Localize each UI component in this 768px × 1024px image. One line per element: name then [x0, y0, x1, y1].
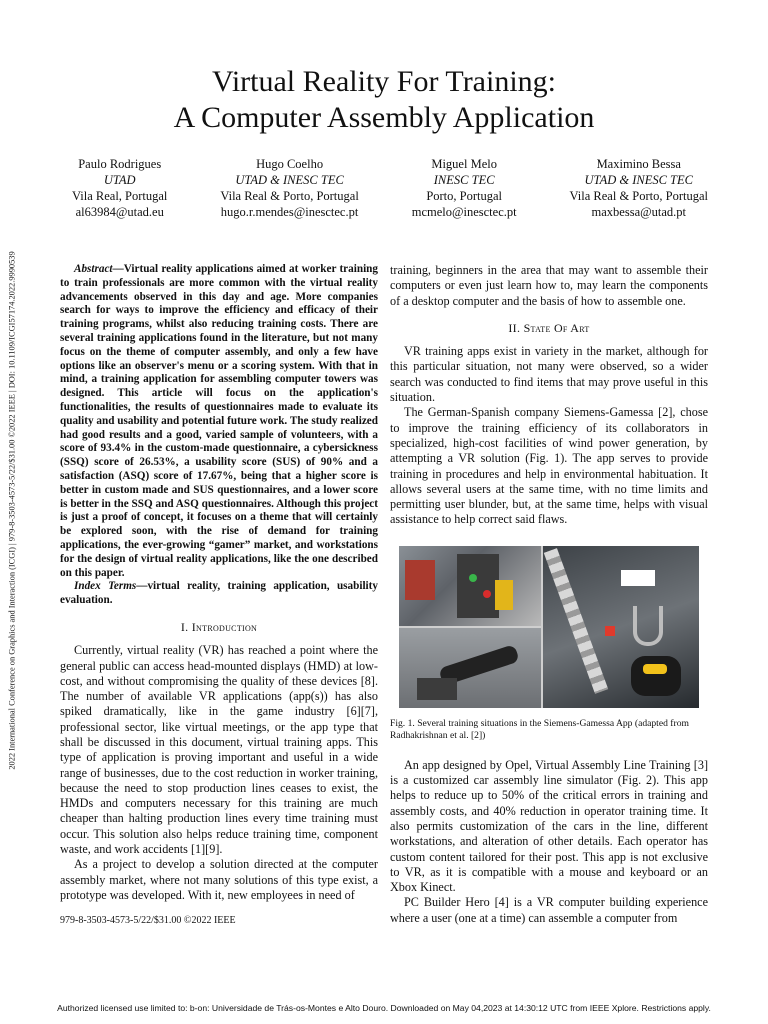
- index-terms: [60, 580, 378, 608]
- right-paragraph-3: The German-Spanish company Siemens-Gamessa [2], chose to improve the training efficiency of its collaborators in specialized, high-cost facilities of wind power generation, by attempting a VR solution (Fig. 1). The app serves to provide training in procedures and help in environmental habituation. It allows several users at the same time, with no time limits and permitting user blunder, but, at the same time, helps with visual assistance to help correct said flaws.: [390, 405, 708, 527]
- green-button-shape: [469, 574, 477, 582]
- sidebar-text: 2022 International Conference on Graphics and Interaction (ICGI) | 979-8-3503-4573-5/22/$31.00 ©2022 IEEE | DOI: 10.1109/ICGI57174.2022.9990539: [7, 250, 17, 770]
- chain-shape: [544, 548, 608, 694]
- author-name: Miguel Melo: [431, 157, 497, 171]
- red-marker-shape: [605, 626, 615, 636]
- conference-sidebar-note: [2, 190, 22, 830]
- section-heading-state-of-art: II. State Of Art: [508, 320, 590, 335]
- intro-paragraph-2: As a project to develop a solution directed at the computer assembly market, where not many solutions of this type exist, a prototype was developed. With it, new employees in need of: [60, 857, 378, 902]
- right-paragraph-5: PC Builder Hero [4] is a VR computer building experience where a user (one at a time) can assemble a computer from: [390, 895, 708, 925]
- author-4: [570, 156, 708, 220]
- index-terms-label: Index Terms: [74, 580, 137, 593]
- author-email: hugo.r.mendes@inesctec.pt: [220, 205, 359, 219]
- right-column: [390, 263, 708, 926]
- part-shape: [417, 678, 457, 700]
- author-email: maxbessa@utad.pt: [591, 205, 686, 219]
- machine-shape: [457, 554, 499, 618]
- abstract-label: Abstract: [74, 263, 113, 275]
- glove-shape: [631, 656, 681, 696]
- yellow-panel-shape: [495, 580, 513, 610]
- title-line-1: Virtual Reality For Training:: [211, 65, 557, 98]
- author-block: [72, 156, 708, 220]
- license-notice: Authorized licensed use limited to: b-on: Universidade de Trás-os-Montes e Alto Douro. Downloaded on May 04,2023 at 14:30:12 UTC from IEEE Xplore. Restrictions apply.: [57, 1003, 711, 1013]
- right-paragraph-2: VR training apps exist in variety in the market, although for this particular situation, not many were observed, so a wider search was conducted to find items that may prove useful in this situation.: [390, 344, 708, 405]
- intro-paragraph-1: Currently, virtual reality (VR) has reached a point where the general public can access head-mounted displays (HMD) at low-cost, and without compromising the quality of these devices [8]. The number of available VR applications (app(s)) has also spiked dramatically, like in the game industry [6][7], professional sector, like virtual meetings, or the app type that shall be discussed in this document, virtual training apps. This type of application is proving important and useful in a wide range of businesses, due to the cost reduction in worker training, because the need to stop production lines ceases to exist, the HMDs and computers necessary for this training are much cheaper than halting production lines every time training must occur. This solution also helps reduce training time, component waste, and work accidents [1][9].: [60, 643, 378, 857]
- author-affiliation: INESC TEC: [433, 173, 495, 187]
- author-affiliation: UTAD & INESC TEC: [235, 173, 344, 187]
- author-name: Paulo Rodrigues: [78, 157, 162, 171]
- right-paragraph-4: An app designed by Opel, Virtual Assembly Line Training [3] is a customized car assembly line simulator (Fig. 2). This app helps to reduce up to 50% of the critical errors in training and assembly costs, and 40% reduction in operator training time. It also permits customization of the cars in the line, different workstations, and alteration of other details. Each operator has custom content tailored for their post. This app is not exclusive to VR, as it is compatible with a mouse and keyboard or an Xbox Kinect.: [390, 757, 708, 895]
- author-email: al63984@utad.eu: [75, 205, 164, 219]
- figure-panel-chain-hook: [543, 546, 699, 708]
- abstract-text: —Virtual reality applications aimed at worker training to train professionals are more common with the virtual reality advancements observed in this day and age. More companies search for ways to improve the efficiency and efficacy of their training programs, whilst also reducing training costs. There are several training applications found in the literature, but not many focus on the theme of computer assembly, and only a few have options like an observer's menu or a scoring system. With that in mind, a training application for assembling computer towers was designed. This article will focus on the application's functionalities, the results of questionnaires made to evaluate its quality and usability and potential future work. The study realized had good results and a good, varied sample of volunteers, with a score of 93.4% in the custom-made questionnaire, a cybersickness (SSQ) score of 26.53%, a usability score (SUS) of 90% and a satisfaction (ASQ) score of 17.67%, being that a higher score is better in custom made and SUS questionnaires, and a lower score is better in the SSQ and ASQ questionnaires. Although this project is just a proof of concept, it focuses on a theme that will certainly be explored soon, with the rise of demand for training applications, the ever-growing “gamer” market, and workstations for the design of virtual reality applications, like the one described on this paper.: [60, 263, 378, 579]
- figure-panel-control-cabinet: [399, 546, 541, 626]
- figure-1-image: [399, 546, 699, 708]
- author-location: Vila Real & Porto, Portugal: [569, 189, 708, 203]
- figure-1-caption: Fig. 1. Several training situations in the Siemens-Gamessa App (adapted from Radhakrishnan et al. [2]): [390, 717, 689, 741]
- author-location: Vila Real, Portugal: [72, 189, 168, 203]
- abstract: [60, 263, 378, 580]
- left-column: [60, 263, 378, 903]
- author-affiliation: UTAD: [103, 173, 136, 187]
- author-email: mcmelo@inesctec.pt: [411, 205, 517, 219]
- title-line-2: A Computer Assembly Application: [173, 101, 595, 134]
- sign-shape: [621, 570, 655, 586]
- author-1: [72, 156, 167, 220]
- right-paragraph-1: training, beginners in the area that may want to assemble their computers or even just learn how to, may learn the components of a desktop computer and the basis of how to assemble one.: [390, 263, 708, 308]
- red-button-shape: [483, 590, 491, 598]
- paper-title: [0, 64, 768, 136]
- author-2: [220, 156, 358, 220]
- author-location: Porto, Portugal: [426, 189, 503, 203]
- author-location: Vila Real & Porto, Portugal: [220, 189, 359, 203]
- author-affiliation: UTAD & INESC TEC: [584, 173, 693, 187]
- index-terms-text: —virtual reality, training application, usability evaluation.: [60, 580, 378, 607]
- author-name: Maximino Bessa: [596, 157, 681, 171]
- glove-accent-shape: [643, 664, 667, 674]
- hook-shape: [633, 606, 663, 646]
- figure-panel-tool: [399, 628, 541, 708]
- author-3: [412, 156, 517, 220]
- section-heading-introduction: I. Introduction: [180, 619, 258, 634]
- red-panel-shape: [405, 560, 435, 600]
- copyright-footer: 979-8-3503-4573-5/22/$31.00 ©2022 IEEE: [60, 915, 236, 926]
- author-name: Hugo Coelho: [256, 157, 324, 171]
